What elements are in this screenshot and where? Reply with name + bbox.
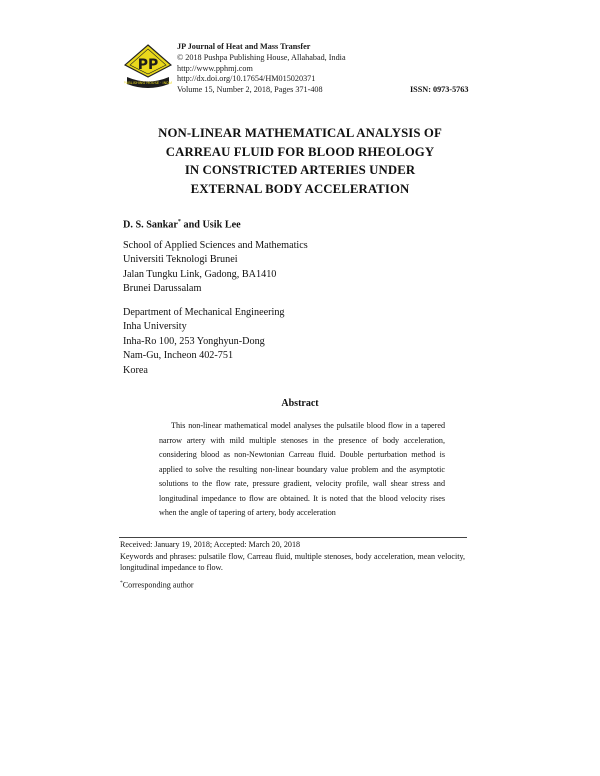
logo-text: PP: [137, 57, 159, 73]
issn: ISSN: 0973-5763: [410, 84, 469, 94]
affiliation-line: Korea: [123, 364, 148, 376]
affiliation-line: School of Applied Sciences and Mathematics: [123, 240, 308, 251]
doi-link[interactable]: http://dx.doi.org/10.17654/HM015020371: [177, 74, 316, 84]
logo-band-text: PUBLISHING HOUSE · INDIA: [124, 81, 172, 85]
title-line: EXTERNAL BODY ACCELERATION: [190, 182, 410, 197]
volume-info: Volume 15, Number 2, 2018, Pages 371-408: [177, 85, 323, 95]
title-line: CARREAU FLUID FOR BLOOD RHEOLOGY: [165, 144, 435, 159]
received-dates: Received: January 19, 2018; Accepted: March 20, 2018: [120, 540, 301, 549]
affiliation-1: [123, 239, 308, 297]
corresponding-text: Corresponding author: [122, 580, 194, 590]
author-1-mark: *: [177, 219, 181, 225]
abstract-heading: Abstract: [281, 398, 319, 409]
title-line: IN CONSTRICTED ARTERIES UNDER: [184, 163, 416, 178]
title-line: NON-LINEAR MATHEMATICAL ANALYSIS OF: [158, 126, 442, 140]
journal-header: [177, 42, 346, 96]
affiliation-line: Brunei Darussalam: [123, 283, 202, 295]
keywords: Keywords and phrases: pulsatile flow, Carreau fluid, multiple stenoses, body acceleration, mean velocity, longitudinal impedance to flow.: [120, 552, 465, 572]
affiliation-line: Inha-Ro 100, 253 Yonghyun-Dong: [123, 335, 265, 347]
affiliation-line: Universiti Teknologi Brunei: [123, 254, 238, 266]
abstract-text: This non-linear mathematical model analyses the pulsatile blood flow in a tapered narrow artery with mild multiple stenoses in the presence of body acceleration, considering blood as non-Newtonian Carreau fluid. Double perturbation method is applied to solve the resulting non-linear boundary value problem and the asymptotic solutions to the flow rate, pressure gradient, velocity profile, wall shear stress and longitudinal impedance to flow are obtained. It is noted that the blood velocity rises when the angle of tapering of artery, body acceleration: [159, 421, 445, 517]
affiliation-line: Department of Mechanical Engineering: [123, 307, 285, 318]
affiliation-line: Inha University: [123, 321, 187, 333]
corresponding-author-note: [120, 578, 465, 591]
affiliation-line: Jalan Tungku Link, Gadong, BA1410: [123, 268, 277, 280]
paper-title: [100, 124, 500, 199]
publisher-logo-graphic: [124, 44, 172, 90]
journal-url[interactable]: http://www.pphmj.com: [177, 63, 253, 73]
authors: [123, 219, 241, 230]
author-2: Usik Lee: [202, 219, 241, 231]
footnote-divider: [119, 537, 467, 538]
author-1: D. S. Sankar: [123, 219, 178, 231]
publisher-logo: [124, 44, 172, 90]
affiliation-2: [123, 306, 285, 378]
affiliation-line: Nam-Gu, Incheon 402-751: [123, 350, 234, 362]
copyright-line: © 2018 Pushpa Publishing House, Allahabad, India: [177, 52, 346, 62]
journal-name: JP Journal of Heat and Mass Transfer: [177, 42, 311, 51]
corresponding-mark: *: [120, 580, 123, 586]
authors-and: and: [183, 219, 200, 231]
